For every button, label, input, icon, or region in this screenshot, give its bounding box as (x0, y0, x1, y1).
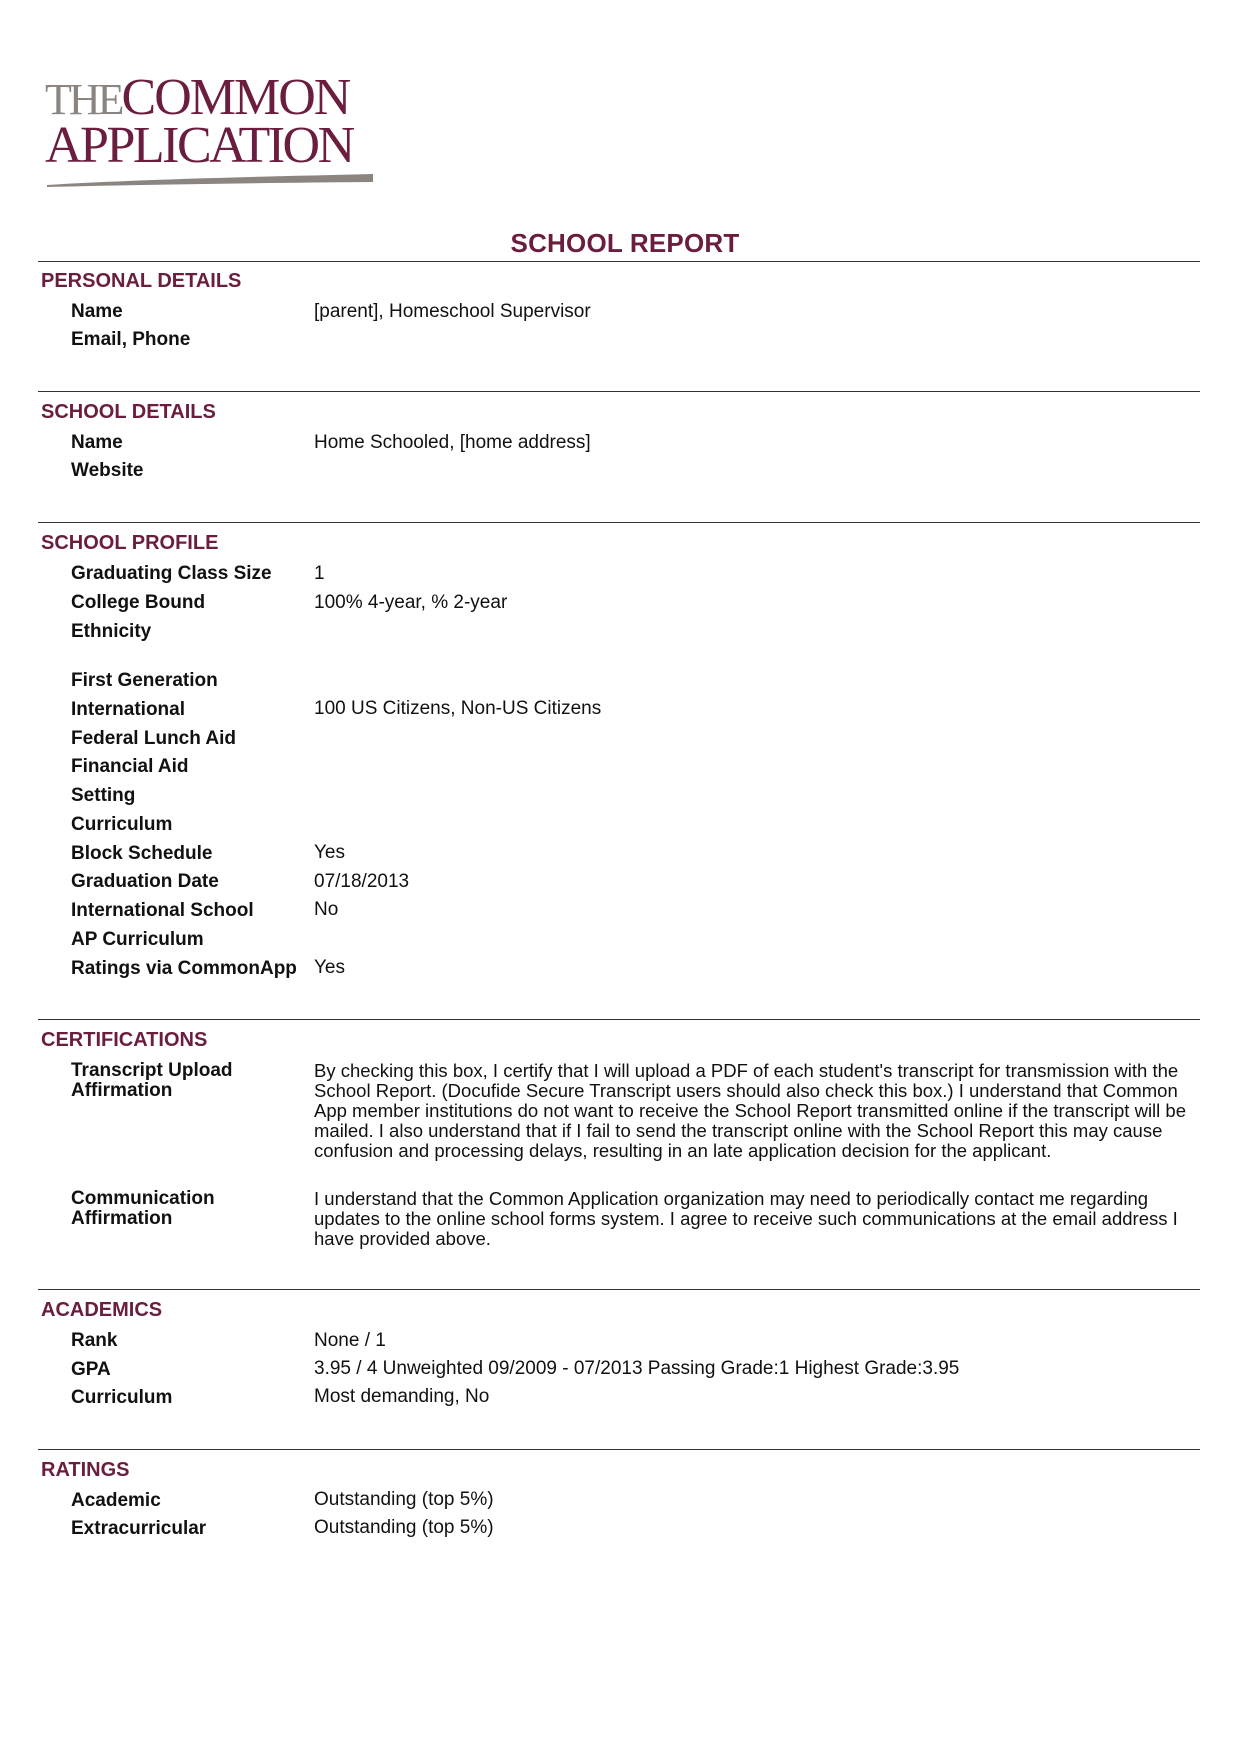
label-transcript-upload-affirmation: Transcript Upload Affirmation (71, 1060, 233, 1101)
label-rank: Rank (71, 1330, 118, 1351)
label-international-school: International School (71, 900, 254, 921)
divider (38, 1019, 1200, 1020)
value-academics-curriculum: Most demanding, No (314, 1386, 490, 1407)
label-federal-lunch-aid: Federal Lunch Aid (71, 728, 237, 749)
label-first-generation: First Generation (71, 670, 218, 691)
label-ratings-via-commonapp: Ratings via CommonApp (71, 958, 297, 979)
label-academic-rating: Academic (71, 1490, 161, 1511)
value-international-school: No (314, 899, 339, 920)
logo-the: THE (45, 75, 122, 124)
value-college-bound: 100% 4-year, % 2-year (314, 592, 508, 613)
label-international: International (71, 699, 186, 720)
label-website: Website (71, 460, 144, 481)
section-heading-personal-details: PERSONAL DETAILS (41, 270, 242, 292)
value-extracurricular-rating: Outstanding (top 5%) (314, 1517, 494, 1538)
divider (38, 1449, 1200, 1450)
page-title: SCHOOL REPORT (510, 228, 740, 258)
value-rank: None / 1 (314, 1330, 386, 1351)
label-setting: Setting (71, 785, 136, 806)
divider (38, 391, 1200, 392)
text-communication-affirmation: I understand that the Common Application organization may need to periodically contact me regarding updates to the online school forms system. I agree to receive such communications at the email address I have provided above. (314, 1188, 1178, 1249)
label-curriculum: Curriculum (71, 814, 173, 835)
label-graduating-class-size: Graduating Class Size (71, 563, 272, 584)
value-graduating-class-size: 1 (314, 563, 325, 584)
label-school-name: Name (71, 432, 123, 453)
label-block-schedule: Block Schedule (71, 843, 213, 864)
logo-swoosh-icon (45, 170, 375, 190)
label-gpa: GPA (71, 1359, 111, 1380)
value-name: [parent], Homeschool Supervisor (314, 301, 591, 322)
label-email-phone: Email, Phone (71, 329, 191, 350)
divider (38, 522, 1200, 523)
label-name: Name (71, 301, 123, 322)
section-heading-ratings: RATINGS (41, 1459, 130, 1481)
divider (38, 1289, 1200, 1290)
section-heading-school-profile: SCHOOL PROFILE (41, 532, 219, 554)
section-heading-school-details: SCHOOL DETAILS (41, 401, 216, 423)
label-ethnicity: Ethnicity (71, 621, 152, 642)
logo-common: COMMON (121, 69, 350, 126)
divider (38, 261, 1200, 262)
value-gpa: 3.95 / 4 Unweighted 09/2009 - 07/2013 Passing Grade:1 Highest Grade:3.95 (314, 1358, 960, 1379)
value-international: 100 US Citizens, Non-US Citizens (314, 698, 602, 719)
value-ratings-via-commonapp: Yes (314, 957, 345, 978)
section-heading-certifications: CERTIFICATIONS (41, 1029, 208, 1051)
value-graduation-date: 07/18/2013 (314, 871, 410, 892)
value-school-name: Home Schooled, [home address] (314, 432, 591, 453)
text-transcript-upload-affirmation: By checking this box, I certify that I will upload a PDF of each student's transcript for transmission with the School Report. (Docufide Secure Transcript users should also check this box.) I understand that Common App member institutions do not want to receive the School Report transmitted online if the transcript will be mailed. I also understand that if I fail to send the transcript online with the School Report this may cause confusion and processing delays, resulting in an late application decision for the applicant. (314, 1060, 1186, 1161)
label-communication-affirmation: Communication Affirmation (71, 1188, 215, 1229)
value-academic-rating: Outstanding (top 5%) (314, 1489, 494, 1510)
label-ap-curriculum: AP Curriculum (71, 929, 204, 950)
label-financial-aid: Financial Aid (71, 756, 189, 777)
label-college-bound: College Bound (71, 592, 206, 613)
label-academics-curriculum: Curriculum (71, 1387, 173, 1408)
section-heading-academics: ACADEMICS (41, 1299, 163, 1321)
value-block-schedule: Yes (314, 842, 345, 863)
logo-application: APPLICATION (45, 117, 353, 174)
common-application-logo (45, 69, 375, 187)
label-extracurricular-rating: Extracurricular (71, 1518, 207, 1539)
label-graduation-date: Graduation Date (71, 871, 219, 892)
